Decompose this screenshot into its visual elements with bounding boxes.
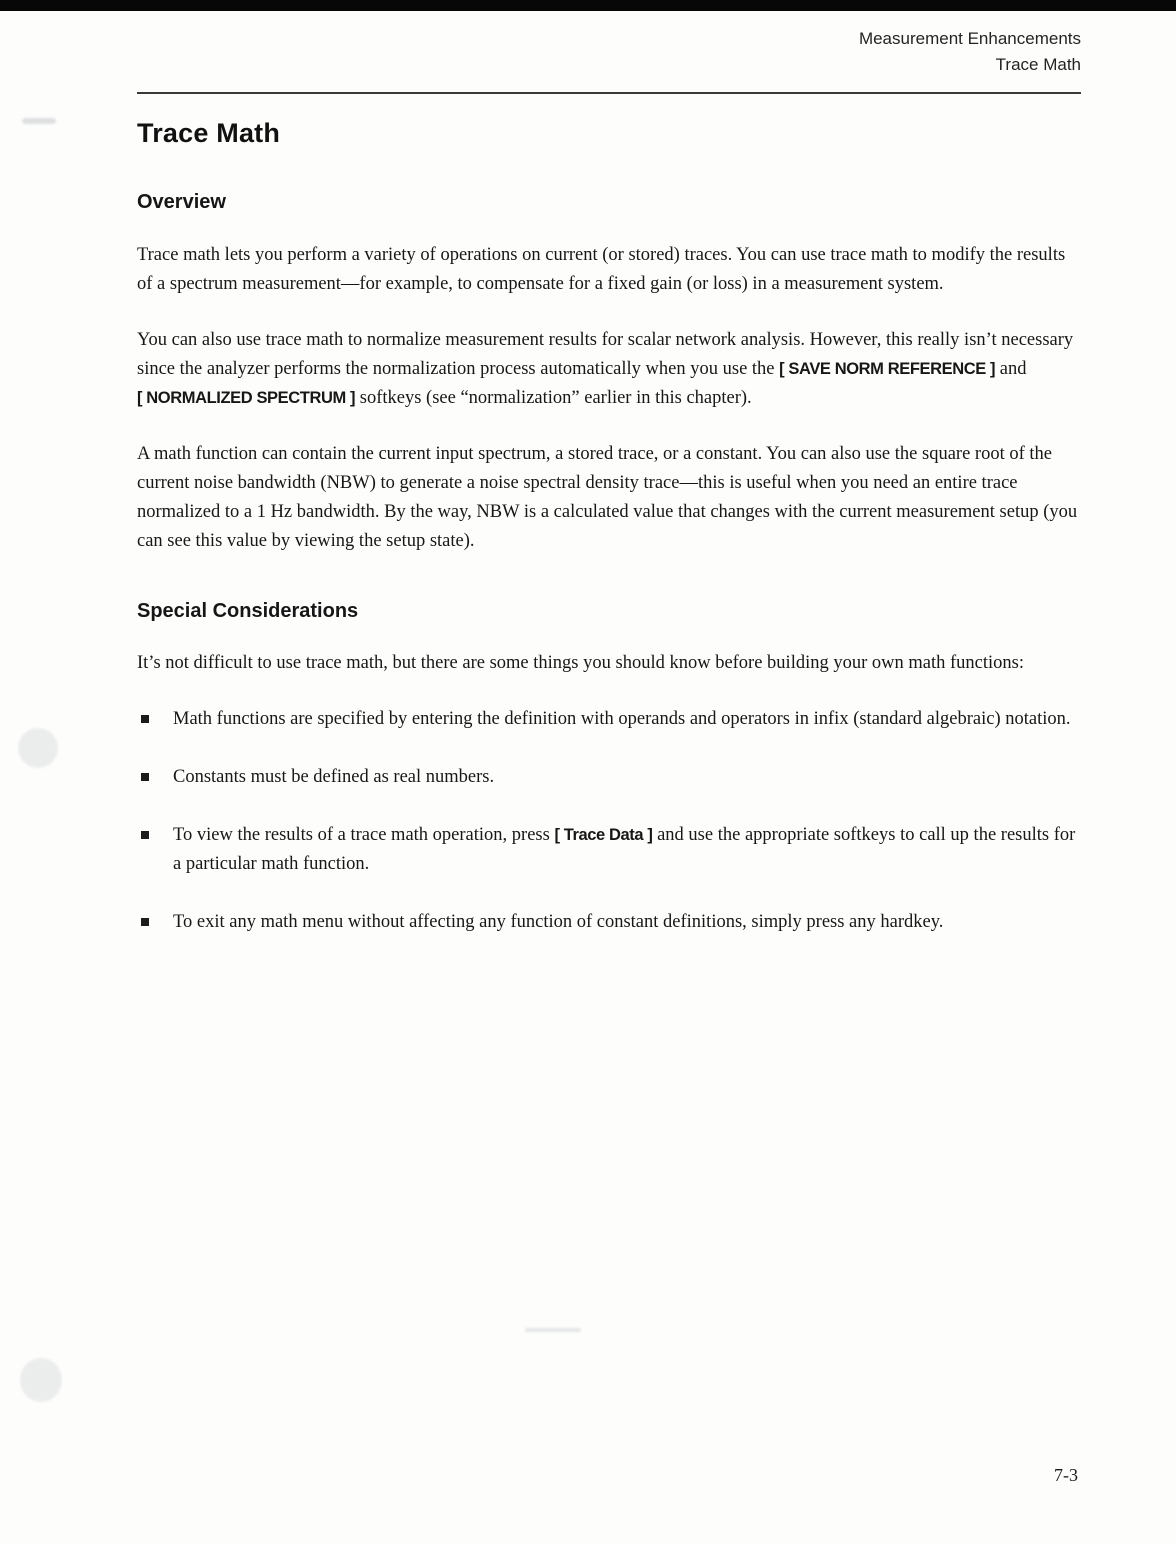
bullet-item — [137, 763, 1081, 792]
bullet-item — [137, 821, 1081, 879]
text-run: A math function can contain the current input spectrum, a stored trace, or a constant. You can also use the square root of the current noise bandwidth (NBW) to generate a noise spectral density trace—this is useful when you need an entire trace normalized to a 1 Hz bandwidth. By the way, NBW is a calculated value that changes with the current measurement setup (you can see this value by viewing the setup state). — [137, 444, 1078, 551]
text-run: You can also use trace math to normalize measurement results for scalar network analysis. However, this really isn’t necessary since the analyzer performs the normalization process automatically when you use the — [137, 330, 1074, 379]
text-run: It’s not difficult to use trace math, but there are some things you should know before building your own math functions: — [137, 653, 1024, 673]
bullet-text — [173, 763, 494, 792]
bullet-square-icon — [141, 831, 149, 839]
overview-paragraphs — [137, 241, 1081, 556]
paragraph — [137, 440, 1081, 556]
bullet-item — [137, 705, 1081, 734]
bullet-text — [173, 705, 1071, 734]
running-header-line2: Trace Math — [995, 55, 1081, 74]
page-number: 7-3 — [1054, 1465, 1078, 1485]
bullet-text — [173, 821, 1081, 879]
softkey-label: [ SAVE NORM REFERENCE ] — [779, 360, 996, 378]
softkey-label: [ NORMALIZED SPECTRUM ] — [137, 389, 356, 407]
running-header-line1: Measurement Enhancements — [858, 29, 1081, 48]
header-rule — [137, 92, 1081, 94]
special-intro — [137, 649, 1081, 678]
bullet-square-icon — [141, 773, 149, 781]
scan-artifact — [18, 728, 58, 768]
page-content — [137, 26, 1081, 966]
section-heading-special-considerations: Special Considerations — [137, 600, 359, 622]
section-heading-overview: Overview — [137, 191, 226, 213]
scan-artifact — [20, 1358, 62, 1402]
scan-artifact — [22, 118, 56, 124]
scan-edge-bar — [0, 0, 1176, 11]
running-header — [137, 26, 1081, 78]
scan-artifact — [525, 1328, 581, 1332]
softkey-label: [ Trace Data ] — [554, 826, 653, 844]
text-run: softkeys (see “normalization” earlier in this chapter). — [355, 388, 752, 408]
paragraph — [137, 649, 1081, 678]
text-run: Math functions are specified by entering the definition with operands and operators in infix (standard algebraic) notation. — [173, 709, 1071, 729]
text-run: Constants must be defined as real numbers. — [173, 767, 495, 787]
page-title: Trace Math — [137, 118, 281, 148]
text-run: and use the appropriate softkeys to call up the results for a particular math function. — [173, 825, 1076, 874]
bullet-square-icon — [141, 918, 149, 926]
text-run: To exit any math menu without affecting any function of constant definitions, simply press any hardkey. — [173, 912, 944, 932]
bullet-square-icon — [141, 715, 149, 723]
paragraph — [137, 241, 1081, 299]
text-run: Trace math lets you perform a variety of operations on current (or stored) traces. You can use trace math to modify the results of a spectrum measurement—for example, to compensate for a fixed gain (or loss) in a measurement system. — [137, 245, 1066, 294]
bullet-item — [137, 908, 1081, 937]
text-run: and — [995, 359, 1027, 379]
text-run: To view the results of a trace math operation, press — [173, 825, 555, 845]
special-bullet-list — [137, 705, 1081, 937]
bullet-text — [173, 908, 943, 937]
paragraph — [137, 326, 1081, 413]
